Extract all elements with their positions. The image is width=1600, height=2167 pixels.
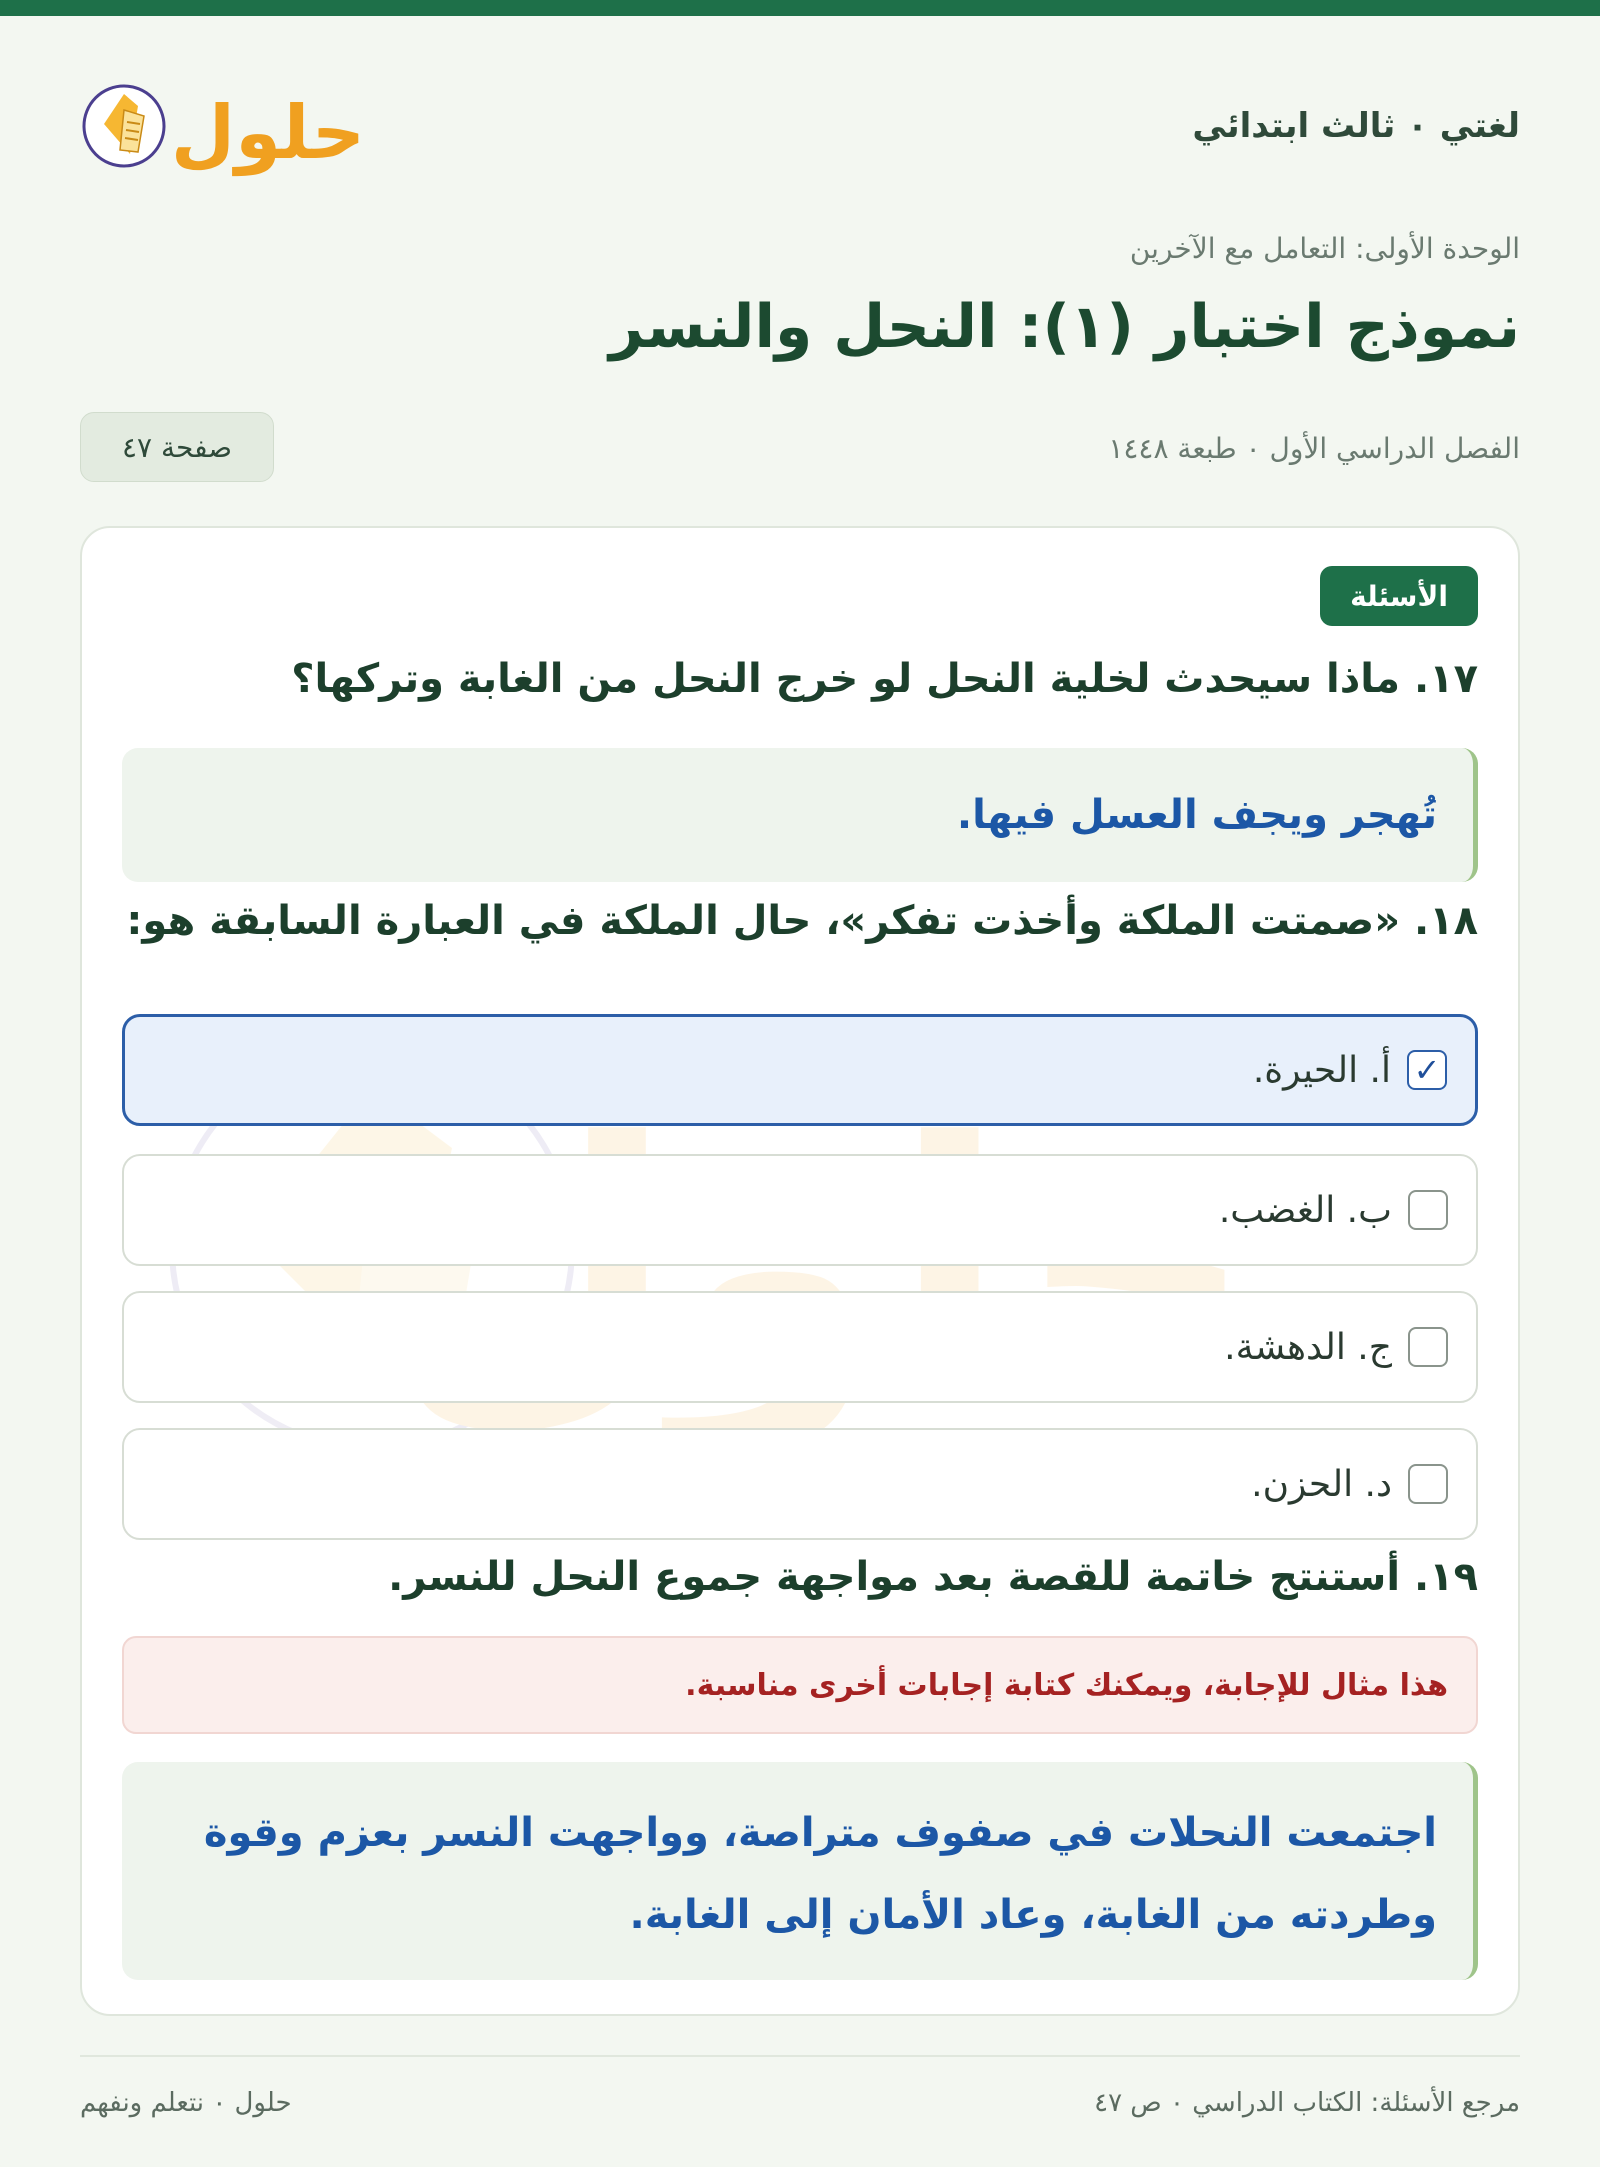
- answer-19-line-1: اجتمعت النحلات في صفوف متراصة، وواجهت النسر بعزم وقوة: [203, 1810, 1437, 1856]
- top-accent-bar: [0, 0, 1600, 16]
- checkbox-icon[interactable]: [1408, 1190, 1448, 1230]
- questions-badge: الأسئلة: [1320, 566, 1478, 626]
- footer-brand: حلول ٠ نتعلم ونفهم: [80, 2088, 292, 2118]
- option-c[interactable]: [122, 1291, 1478, 1403]
- footer-source: مرجع الأسئلة: الكتاب الدراسي ٠ ص ٤٧: [1094, 2088, 1520, 2118]
- option-a[interactable]: [122, 1014, 1478, 1126]
- subject-label: لغتي ٠ ثالث ابتدائي: [1192, 106, 1520, 146]
- page-title: نموذج اختبار (١): النحل والنسر: [609, 292, 1520, 362]
- unit-label: الوحدة الأولى: التعامل مع الآخرين: [1129, 232, 1520, 265]
- questions-card: [80, 526, 1520, 2016]
- option-d[interactable]: [122, 1428, 1478, 1540]
- option-b[interactable]: [122, 1154, 1478, 1266]
- answer-19-line-2: وطردته من الغابة، وعاد الأمان إلى الغابة.: [629, 1892, 1437, 1938]
- checked-box-icon[interactable]: ✓: [1407, 1050, 1447, 1090]
- question-17: ١٧. ماذا سيحدث لخلية النحل لو خرج النحل من الغابة وتركها؟: [291, 656, 1478, 702]
- page-number-chip[interactable]: صفحة ٤٧: [80, 412, 274, 482]
- answer-note-text: هذا مثال للإجابة، ويمكنك كتابة إجابات أخرى مناسبة.: [685, 1667, 1448, 1703]
- option-d-label: د. الحزن.: [1251, 1463, 1392, 1505]
- answer-17: [122, 748, 1478, 882]
- logo-text: حلول: [170, 90, 366, 176]
- option-c-label: ج. الدهشة.: [1224, 1326, 1392, 1368]
- term-label: الفصل الدراسي الأول ٠ طبعة ١٤٤٨: [1108, 432, 1520, 465]
- answer-17-text: تُهجر ويجف العسل فيها.: [956, 792, 1437, 838]
- page-header: [80, 60, 1520, 190]
- option-a-label: أ. الحيرة.: [1252, 1049, 1391, 1091]
- answer-note: [122, 1636, 1478, 1734]
- question-19: ١٩. أستنتج خاتمة للقصة بعد مواجهة جموع النحل للنسر.: [388, 1554, 1478, 1600]
- checkbox-icon[interactable]: [1408, 1327, 1448, 1367]
- checkbox-icon[interactable]: [1408, 1464, 1448, 1504]
- answer-19: [122, 1762, 1478, 1980]
- option-b-label: ب. الغضب.: [1218, 1189, 1392, 1231]
- hulul-logo: [80, 66, 366, 186]
- footer-divider: [80, 2055, 1520, 2057]
- question-18: ١٨. «صمتت الملكة وأخذت تفكر»، حال الملكة في العبارة السابقة هو:: [126, 898, 1478, 944]
